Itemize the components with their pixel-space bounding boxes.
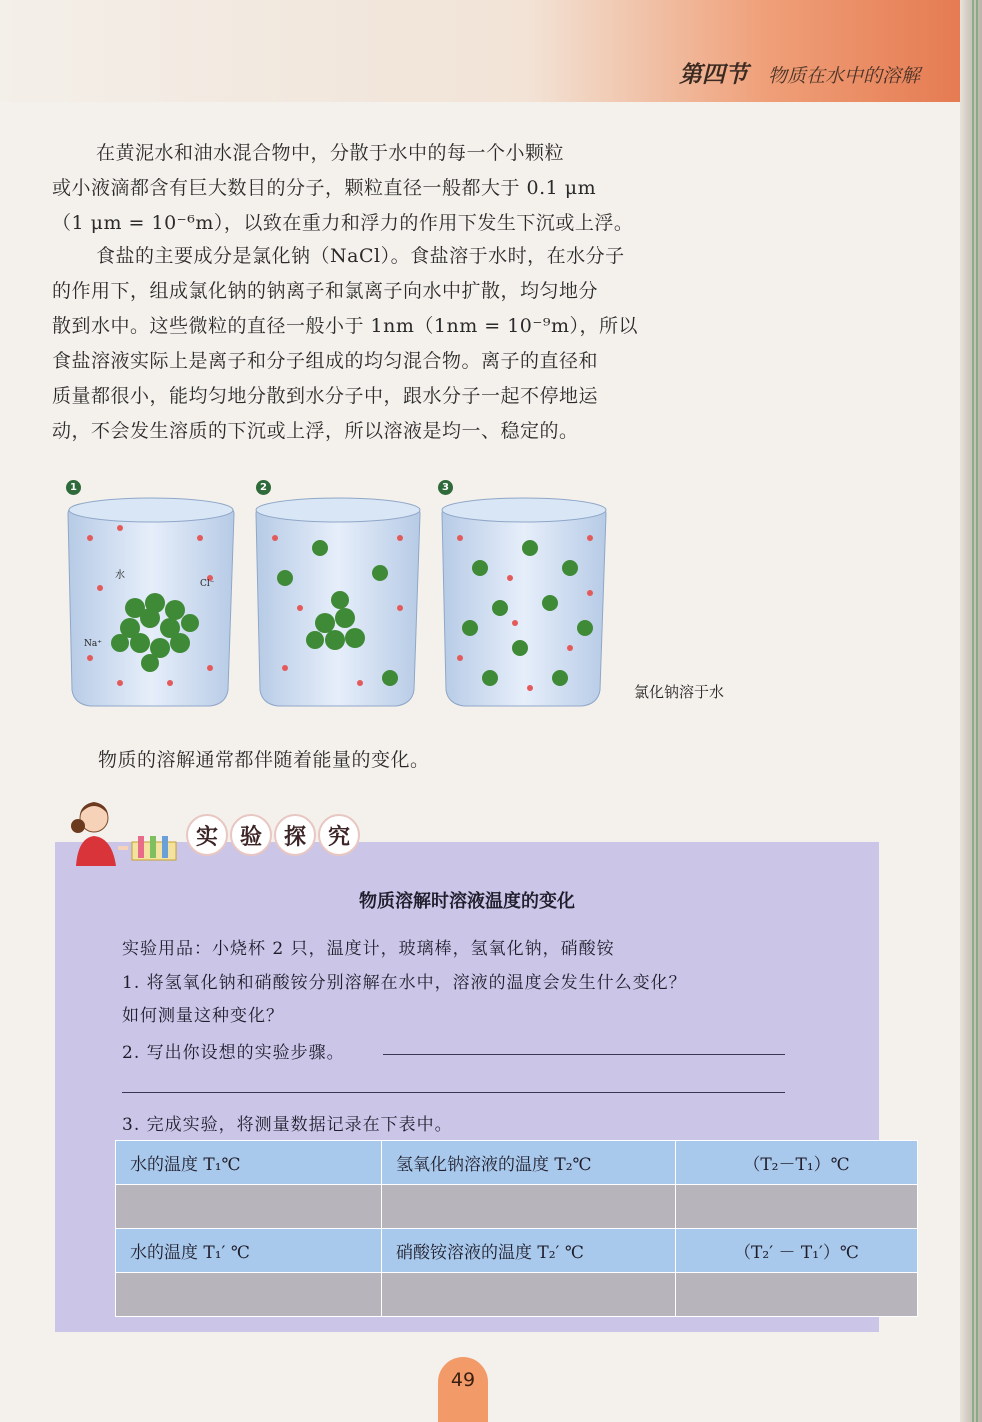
table-input-cell[interactable]: [676, 1273, 918, 1317]
banner-char: 探: [274, 814, 316, 856]
figure-number-3: 3: [438, 480, 453, 495]
experiment-materials: 实验用品：小烧杯 2 只，温度计，玻璃棒，氢氧化钠，硝酸铵: [122, 939, 615, 959]
paragraph-line: 散到水中。这些微粒的直径一般小于 1nm（1nm = 10⁻⁹m），所以: [52, 315, 639, 337]
banner-char: 验: [230, 814, 272, 856]
paragraph-line: 食盐溶液实际上是离子和分子组成的均匀混合物。离子的直径和: [52, 350, 599, 372]
table-cell: 氢氧化钠溶液的温度 T₂℃: [382, 1141, 676, 1185]
experiment-question-1-cont: 如何测量这种变化？: [122, 1006, 284, 1026]
table-entry-row: [116, 1273, 918, 1317]
chapter-header: [0, 0, 960, 102]
table-cell: 水的温度 T₁′ ℃: [116, 1229, 382, 1273]
paragraph-line: （1 μm = 10⁻⁶m），以致在重力和浮力的作用下发生下沉或上浮。: [52, 212, 634, 234]
table-header-row: [116, 1229, 918, 1273]
paragraph-line: 的作用下，组成氯化钠的钠离子和氯离子向水中扩散，均匀地分: [52, 280, 599, 302]
table-input-cell[interactable]: [382, 1185, 676, 1229]
experiment-question-2: 2. 写出你设想的实验步骤。: [122, 1043, 345, 1063]
figure-number-2: 2: [256, 480, 271, 495]
table-cell: （T₂－T₁）℃: [676, 1141, 918, 1185]
answer-line[interactable]: [122, 1092, 785, 1093]
table-cell: 水的温度 T₁℃: [116, 1141, 382, 1185]
label-water: 水: [115, 570, 125, 581]
paragraph-suspension: [52, 136, 702, 241]
nacl-dissolving-figure: [60, 478, 630, 718]
section-heading: [679, 56, 920, 90]
banner-char: 究: [318, 814, 360, 856]
beakers-illustration: [60, 478, 630, 718]
banner-char: 实: [186, 814, 228, 856]
section-number: 第四节: [678, 62, 748, 88]
paragraph-line: 食盐的主要成分是氯化钠（NaCl）。食盐溶于水时，在水分子: [96, 245, 625, 267]
figure-number-1: 1: [66, 480, 81, 495]
temperature-table: [115, 1140, 918, 1317]
paragraph-line: 或小液滴都含有巨大数目的分子，颗粒直径一般都大于 0.1 μm: [52, 177, 597, 199]
page-number: 49: [438, 1357, 488, 1407]
table-input-cell[interactable]: [116, 1273, 382, 1317]
experiment-question-1: 1. 将氢氧化钠和硝酸铵分别溶解在水中，溶液的温度会发生什么变化？: [122, 973, 687, 993]
table-header-row: [116, 1141, 918, 1185]
experiment-title: 物质溶解时溶液温度的变化: [359, 891, 575, 912]
experiment-question-3: 3. 完成实验，将测量数据记录在下表中。: [122, 1115, 453, 1135]
experiment-panel: [55, 842, 879, 1332]
label-cl: Cl⁻: [200, 579, 215, 589]
paragraph-salt-solution: [52, 239, 702, 449]
paragraph-line: 在黄泥水和油水混合物中，分散于水中的每一个小颗粒: [96, 142, 565, 164]
section-title: 物质在水中的溶解: [767, 65, 920, 87]
experiment-label: [186, 814, 360, 854]
paragraph-line: 质量都很小，能均匀地分散到水分子中，跟水分子一起不停地运: [52, 385, 599, 407]
table-input-cell[interactable]: [382, 1273, 676, 1317]
table-input-cell[interactable]: [116, 1185, 382, 1229]
figure-caption: 氯化钠溶于水: [634, 683, 725, 701]
table-cell: （T₂′ － T₁′）℃: [676, 1229, 918, 1273]
beaker-2: [256, 498, 420, 706]
label-na: Na⁺: [84, 639, 102, 649]
paragraph-line: 动，不会发生溶质的下沉或上浮，所以溶液是均一、稳定的。: [52, 420, 579, 442]
book-page-edge: [960, 0, 982, 1422]
answer-line[interactable]: [383, 1054, 785, 1055]
beaker-3: [442, 498, 606, 706]
beaker-1: [68, 498, 234, 706]
table-input-cell[interactable]: [676, 1185, 918, 1229]
energy-change-text: 物质的溶解通常都伴随着能量的变化。: [98, 749, 430, 771]
table-cell: 硝酸铵溶液的温度 T₂′ ℃: [382, 1229, 676, 1273]
table-entry-row: [116, 1185, 918, 1229]
